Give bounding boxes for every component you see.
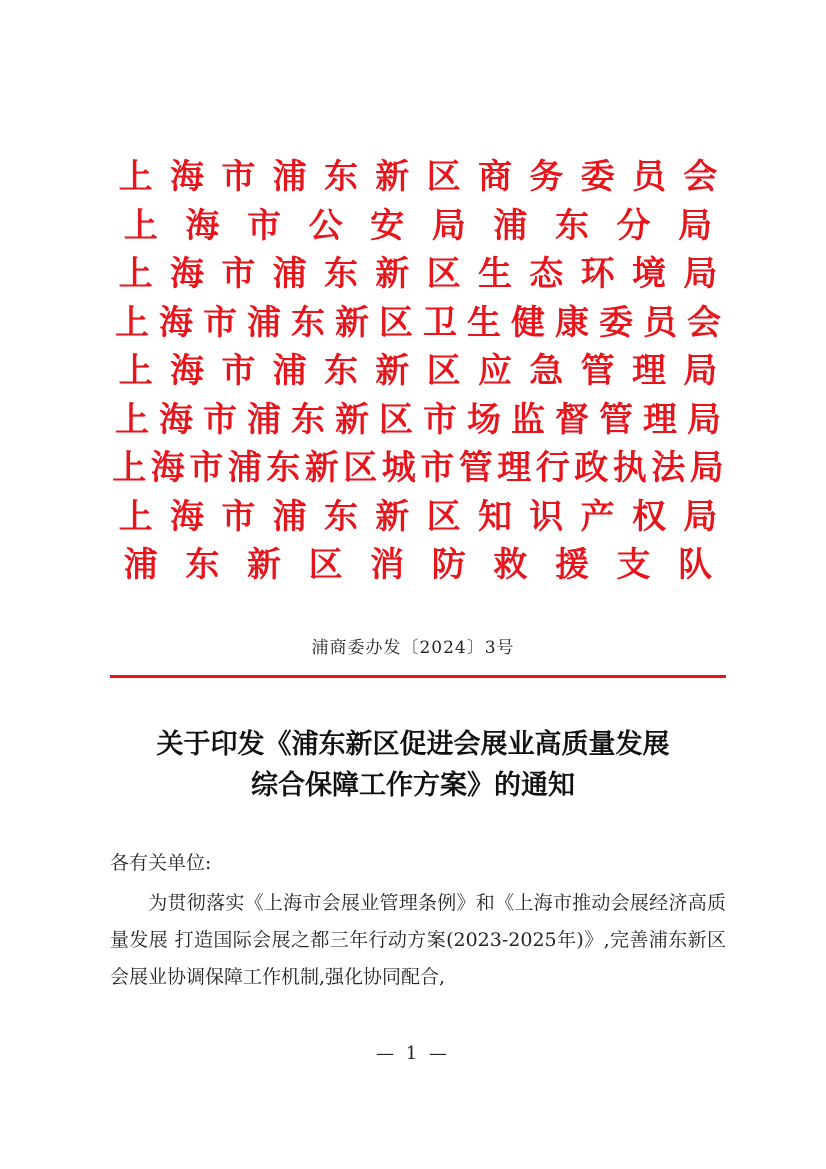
issuer-line: 上 海 市 浦 东 新 区 卫 生 健 康 委 员 会 xyxy=(115,302,721,343)
issuer-block xyxy=(110,153,726,590)
body-paragraph xyxy=(110,885,726,996)
header-divider xyxy=(110,675,726,678)
issuer-line: 上 海 市 浦 东 新 区 市 场 监 督 管 理 局 xyxy=(115,399,721,440)
issuer-line: 上 海 市 公 安 局 浦 东 分 局 xyxy=(123,205,713,246)
issuer-line: 上 海 市 浦 东 新 区 知 识 产 权 局 xyxy=(118,496,718,537)
issuer-line: 上 海 市 浦 东 新 区 生 态 环 境 局 xyxy=(118,254,718,294)
issuer-line: 上 海 市 浦 东 新 区 商 务 委 员 会 xyxy=(118,157,718,197)
title-line: 关于印发《浦东新区促进会展业高质量发展 xyxy=(156,729,670,760)
issuer-line: 浦 东 新 区 消 防 救 援 支 队 xyxy=(123,545,713,585)
body-text: 为贯彻落实《上海市会展业管理条例》和《上海市推动会展经济高质量发展 打造国际会展之都三年行动方案(2023-2025年)》,完善浦东新区会展业协调保障工作机制,强化协同配合, xyxy=(110,892,726,988)
issuer-line: 上 海 市 浦 东 新 区 城 市 管 理 行 政 执 法 局 xyxy=(112,448,724,488)
document-title xyxy=(0,724,826,806)
title-line: 综合保障工作方案》的通知 xyxy=(251,770,575,801)
document-number: 浦商委办发〔2024〕3号 xyxy=(311,638,515,658)
issuer-line: 上 海 市 浦 东 新 区 应 急 管 理 局 xyxy=(118,351,718,391)
page-number: — 1 — xyxy=(376,1043,450,1064)
salutation: 各有关单位: xyxy=(110,852,212,874)
